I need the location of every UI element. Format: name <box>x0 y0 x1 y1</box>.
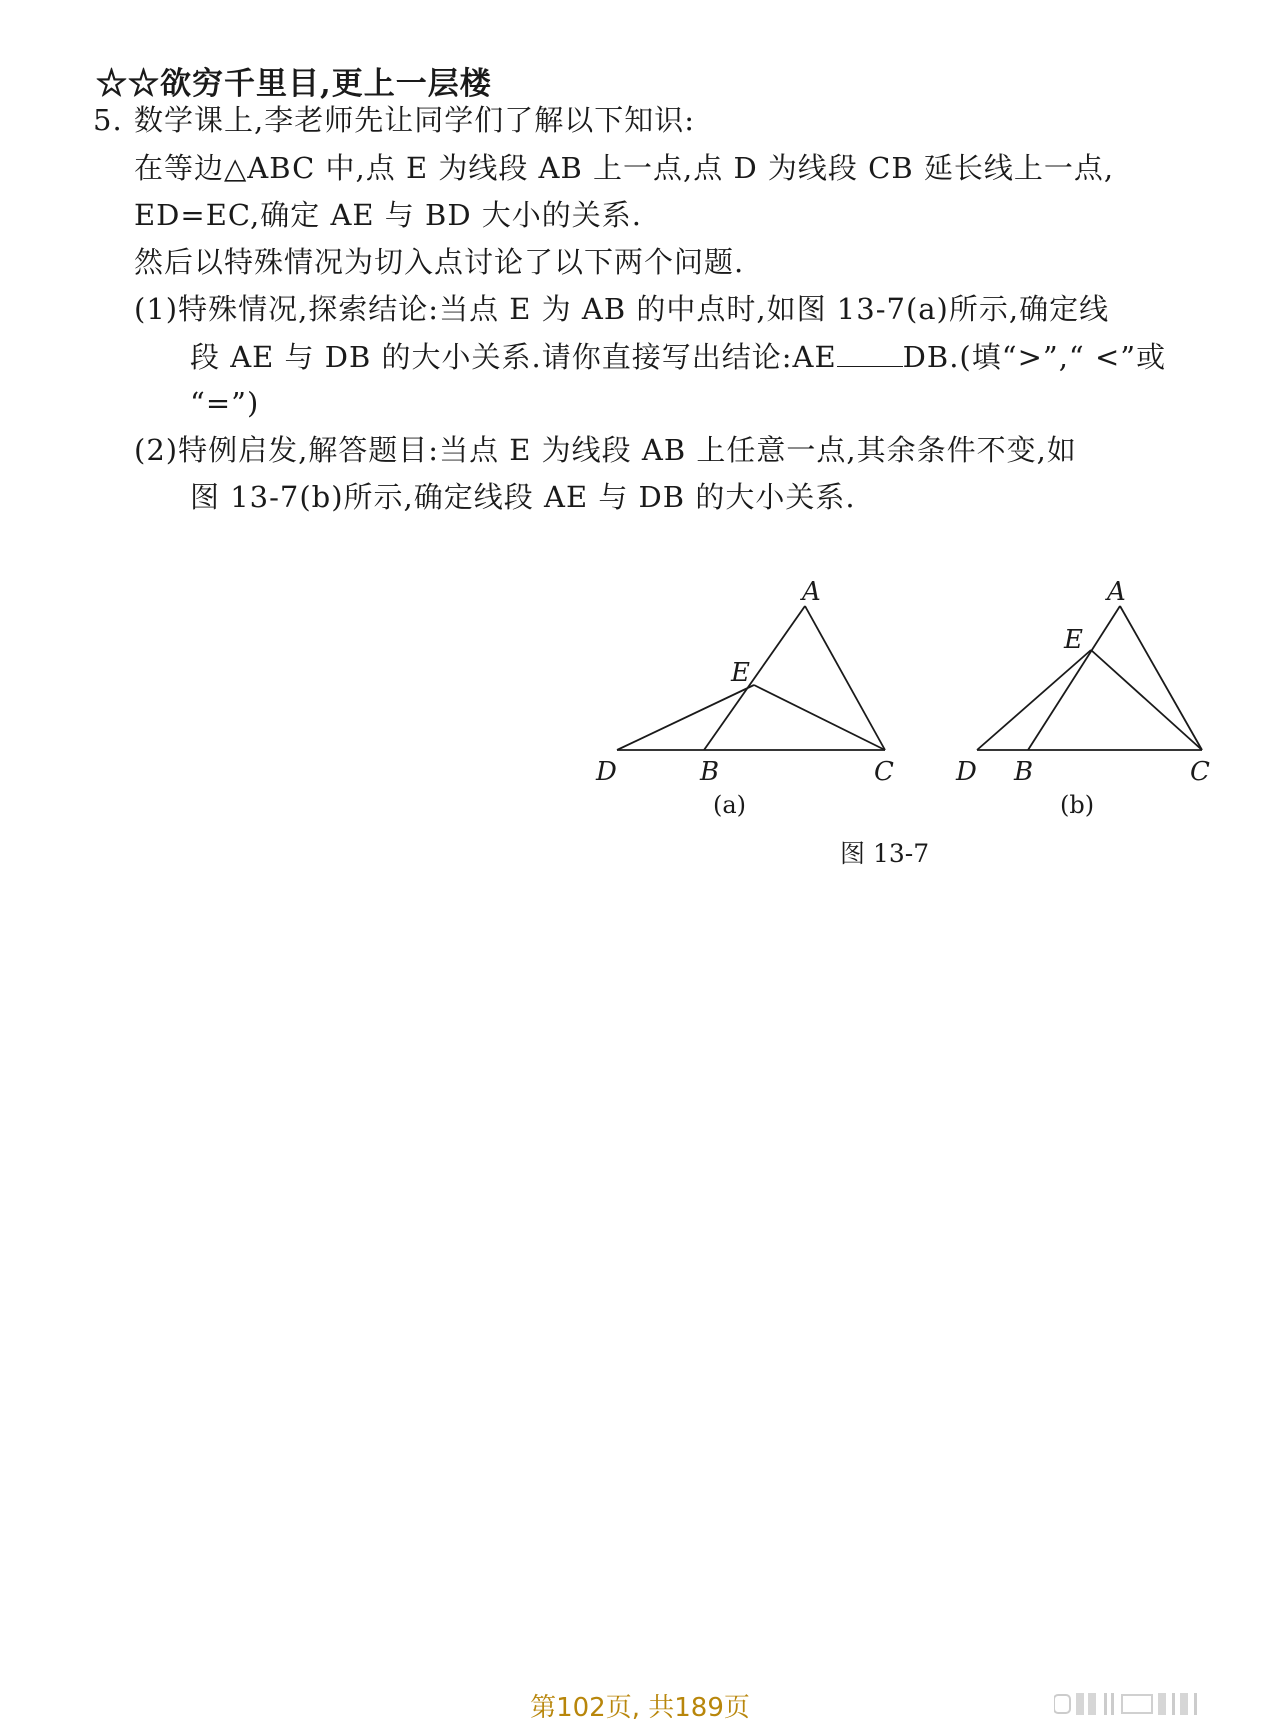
section-title: ☆☆欲穷千里目,更上一层楼 <box>96 66 492 102</box>
watermark-logo <box>1054 1689 1254 1719</box>
problem-intro: 数学课上,李老师先让同学们了解以下知识: <box>134 103 695 137</box>
figure-a <box>617 606 885 750</box>
label-C-a: C <box>874 757 894 787</box>
segment-EC-a <box>754 685 885 750</box>
segment-AB-a <box>704 606 805 750</box>
label-E-a: E <box>731 658 750 688</box>
part1-line-3: “=”) <box>190 386 260 420</box>
label-B-b: B <box>1014 757 1034 787</box>
problem-number: 5. <box>93 103 123 137</box>
knowledge-line-2: ED=EC,确定 AE 与 BD 大小的关系. <box>134 198 643 232</box>
part2-line-1: (2)特例启发,解答题目:当点 E 为线段 AB 上任意一点,其余条件不变,如 <box>134 433 1077 467</box>
figure-b <box>977 606 1202 750</box>
label-A-a: A <box>802 577 821 607</box>
segment-DE-b <box>977 650 1091 750</box>
label-C-b: C <box>1190 757 1210 787</box>
figure-caption: 图 13-7 <box>840 839 930 868</box>
knowledge-line-1: 在等边△ABC 中,点 E 为线段 AB 上一点,点 D 为线段 CB 延长线上一点, <box>134 151 1115 185</box>
label-D-b: D <box>956 757 977 787</box>
page-footer: 第102页, 共189页 <box>530 1693 750 1723</box>
sub-label-a: (a) <box>713 791 747 819</box>
part1-line-1: (1)特殊情况,探索结论:当点 E 为 AB 的中点时,如图 13-7(a)所示,确定线 <box>134 292 1110 326</box>
label-A-b: A <box>1107 577 1126 607</box>
sub-label-b: (b) <box>1060 791 1095 819</box>
part1-line-2-before: 段 AE 与 DB 的大小关系.请你直接写出结论:AE <box>190 340 837 374</box>
segment-AC-b <box>1120 606 1202 750</box>
part2-line-2: 图 13-7(b)所示,确定线段 AE 与 DB 的大小关系. <box>190 480 856 514</box>
label-B-a: B <box>700 757 720 787</box>
transition-text: 然后以特殊情况为切入点讨论了以下两个问题. <box>134 245 745 279</box>
segment-AC-a <box>805 606 885 750</box>
segment-DE-a <box>617 685 754 750</box>
segment-EC-b <box>1091 650 1202 750</box>
label-E-b: E <box>1064 625 1083 655</box>
label-D-a: D <box>596 757 617 787</box>
part1-line-2-after: DB.(填“>”,“ <”或 <box>902 340 1167 374</box>
